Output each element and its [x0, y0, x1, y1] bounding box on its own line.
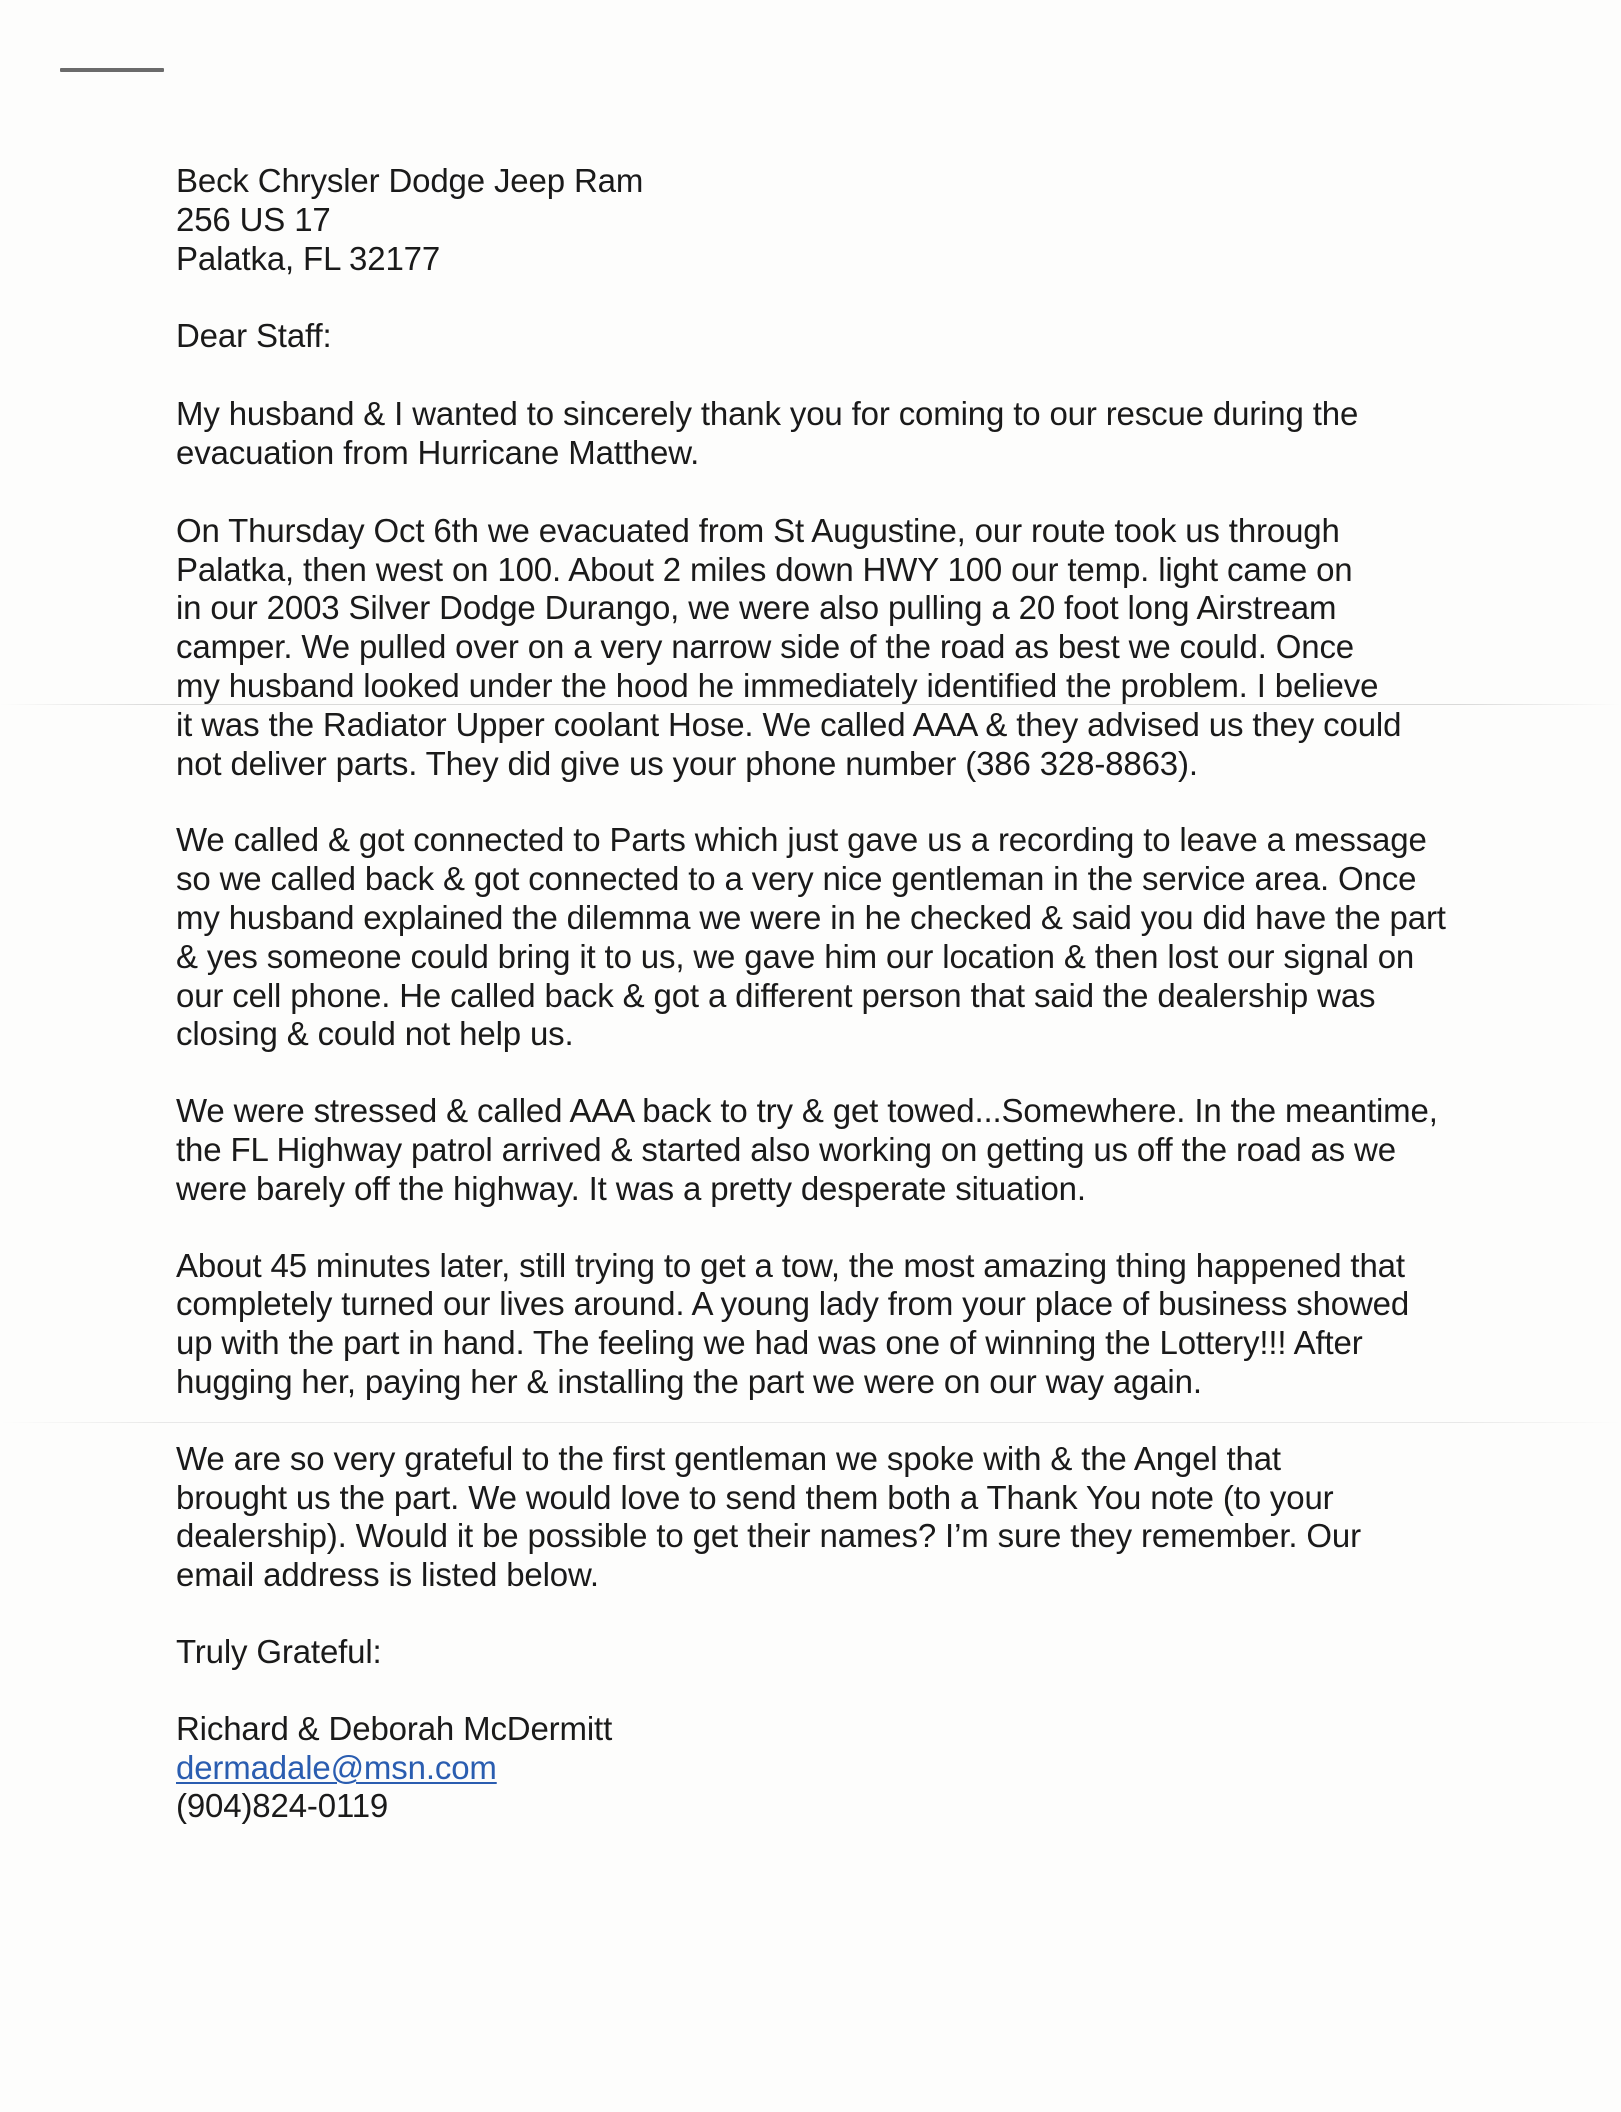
closing — [176, 1633, 1496, 1672]
paragraph-line: the FL Highway patrol arrived & started also working on getting us off the road as we — [176, 1130, 1396, 1168]
salutation-text: Dear Staff: — [176, 317, 332, 355]
paragraph-line: not deliver parts. They did give us your phone number (386 328-8863). — [176, 744, 1198, 782]
paragraph — [176, 1247, 1496, 1402]
closing-text: Truly Grateful: — [176, 1632, 382, 1670]
paragraph-line: My husband & I wanted to sincerely thank you for coming to our rescue during the — [176, 395, 1359, 433]
phone-number: (904)824-0119 — [176, 1787, 389, 1825]
paragraph-line: were barely off the highway. It was a pretty desperate situation. — [176, 1169, 1086, 1207]
paragraph-line: evacuation from Hurricane Matthew. — [176, 433, 700, 471]
email-line — [176, 1749, 1496, 1788]
recipient-line: 256 US 17 — [176, 200, 331, 238]
recipient-address — [176, 162, 1496, 278]
paragraph-line: Palatka, then west on 100. About 2 miles down HWY 100 our temp. light came on — [176, 550, 1353, 588]
paragraph — [176, 512, 1496, 784]
paragraph-line: up with the part in hand. The feeling we had was one of winning the Lottery!!! After — [176, 1324, 1363, 1362]
paragraph-line: & yes someone could bring it to us, we gave him our location & then lost our signal on — [176, 937, 1415, 975]
paragraph-line: in our 2003 Silver Dodge Durango, we were also pulling a 20 foot long Airstream — [176, 589, 1337, 627]
email-link[interactable]: dermadale@msn.com — [176, 1748, 497, 1786]
paragraph-line: hugging her, paying her & installing the part we were on our way again. — [176, 1362, 1202, 1400]
paragraph-line: our cell phone. He called back & got a different person that said the dealership was — [176, 976, 1376, 1014]
paragraph-line: We called & got connected to Parts which just gave us a recording to leave a message — [176, 821, 1427, 859]
signature-block — [176, 1710, 1496, 1826]
paragraph-line: my husband explained the dilemma we were in he checked & said you did have the part — [176, 898, 1446, 936]
paragraph-line: it was the Radiator Upper coolant Hose. We called AAA & they advised us they could — [176, 705, 1402, 743]
paragraph — [176, 1092, 1496, 1208]
paragraph-line: closing & could not help us. — [176, 1015, 574, 1053]
scan-artifact-mark — [60, 68, 164, 72]
paragraph-line: my husband looked under the hood he immediately identified the problem. I believe — [176, 666, 1379, 704]
paragraph-line: dealership). Would it be possible to get their names? I’m sure they remember. Our — [176, 1517, 1361, 1555]
salutation — [176, 317, 1496, 356]
paragraph-line: so we called back & got connected to a very nice gentleman in the service area. Once — [176, 860, 1417, 898]
paragraph-line: email address is listed below. — [176, 1556, 599, 1594]
paragraph-line: On Thursday Oct 6th we evacuated from St Augustine, our route took us through — [176, 511, 1340, 549]
paragraph-line: completely turned our lives around. A young lady from your place of business showed — [176, 1285, 1410, 1323]
paragraph — [176, 821, 1496, 1054]
paragraph-line: We are so very grateful to the first gentleman we spoke with & the Angel that — [176, 1439, 1281, 1477]
paragraph-line: About 45 minutes later, still trying to get a tow, the most amazing thing happened that — [176, 1246, 1405, 1284]
signature-names: Richard & Deborah McDermitt — [176, 1709, 613, 1747]
paragraph-line: brought us the part. We would love to send them both a Thank You note (to your — [176, 1478, 1334, 1516]
paragraph — [176, 1440, 1496, 1595]
letter-body — [176, 162, 1496, 1826]
recipient-line: Palatka, FL 32177 — [176, 239, 441, 277]
paragraph — [176, 395, 1496, 473]
recipient-line: Beck Chrysler Dodge Jeep Ram — [176, 162, 644, 199]
paragraph-line: camper. We pulled over on a very narrow side of the road as best we could. Once — [176, 628, 1355, 666]
paragraph-line: We were stressed & called AAA back to try & get towed...Somewhere. In the meantime, — [176, 1092, 1438, 1130]
